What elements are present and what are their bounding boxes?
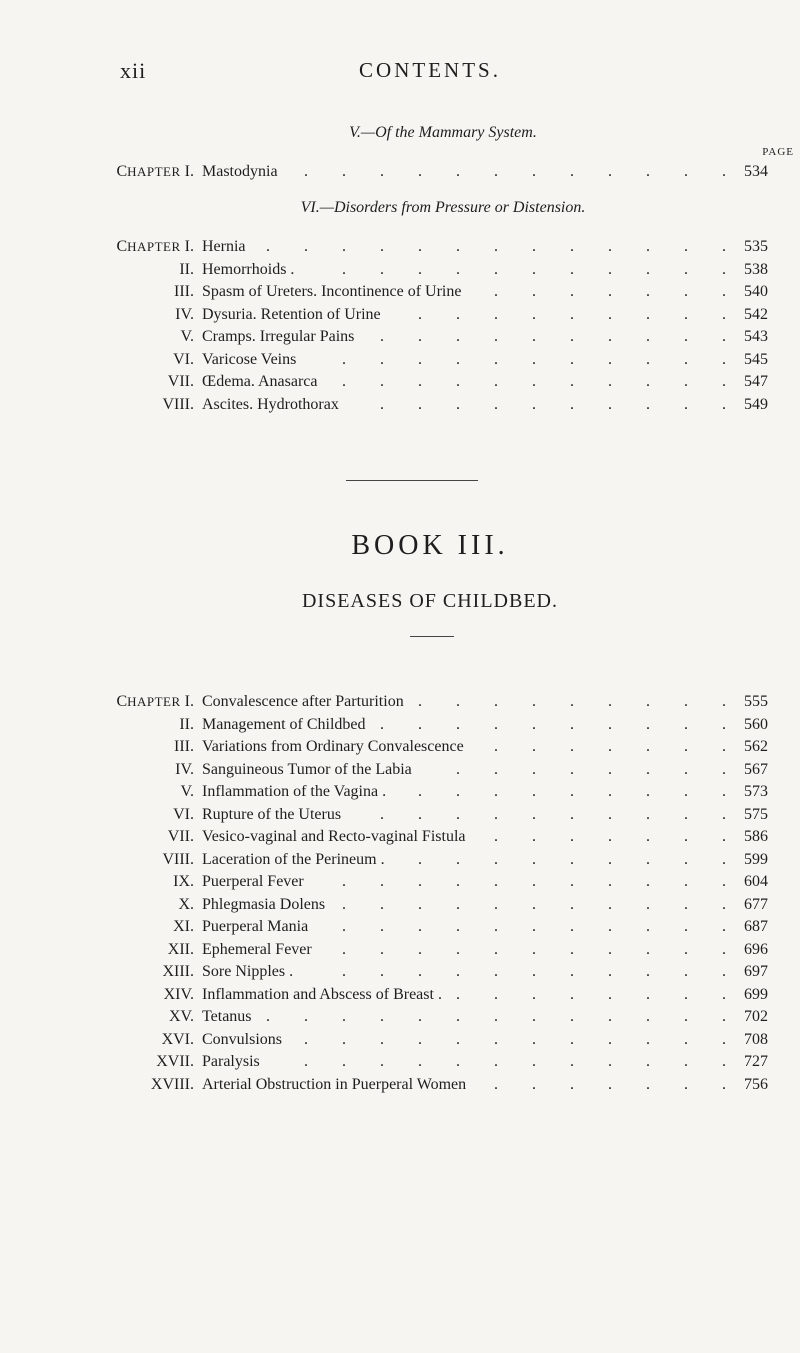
chapter-title: Rupture of the Uterus — [202, 805, 342, 823]
chapter-number: XIV. — [163, 985, 194, 1003]
page-reference: 535 — [744, 238, 768, 255]
page-reference: 562 — [744, 738, 768, 755]
chapter-number: CHAPTER I. — [116, 693, 194, 710]
chapter-number: IV. — [175, 760, 194, 778]
toc-entry: VII. Œdema. Anasarca . . . . . . . . . . . 547 — [167, 373, 768, 390]
book-subtitle: DISEASES OF CHILDBED. — [301, 590, 559, 612]
toc-entry: II. Management of Childbed . . . . . . . . . . 560 — [179, 715, 768, 733]
page-reference: 549 — [744, 395, 768, 413]
chapter-number: VIII. — [162, 850, 194, 868]
page-reference: 538 — [744, 260, 768, 278]
chapter-number: XI. — [173, 918, 194, 935]
toc-entry: XI. Puerperal Mania . . . . . . . . . . . 687 — [173, 918, 768, 935]
toc-entry: XVI. Convulsions . . . . . . . . . . . . 708 — [161, 1030, 768, 1048]
page-reference: 547 — [744, 373, 768, 390]
chapter-number: V. — [180, 783, 194, 800]
chapter-number: XVIII. — [150, 1075, 194, 1093]
page-column-label: PAGE — [762, 146, 794, 158]
chapter-title: Vesico-vaginal and Recto-vaginal Fistula — [202, 828, 466, 845]
page-reference: 540 — [744, 283, 768, 300]
chapter-title: Paralysis — [202, 1053, 260, 1070]
toc-entry: V. Inflammation of the Vagina . . . . . . . . . . 573 — [180, 783, 768, 800]
chapter-title: Puerperal Mania — [202, 918, 309, 935]
page-reference: 708 — [744, 1030, 768, 1048]
chapter-title: Management of Childbed — [202, 715, 366, 733]
running-head: CONTENTS. — [359, 58, 501, 82]
toc-entry: VIII. Ascites. Hydrothorax . . . . . . . . . . 549 — [162, 395, 768, 413]
page-reference: 543 — [744, 328, 768, 345]
section-heading-mammary: V.—Of the Mammary System. — [349, 124, 537, 141]
chapter-number: IV. — [175, 305, 194, 323]
section-heading-pressure: VI.—Disorders from Pressure or Distension. — [300, 199, 586, 216]
chapter-number: XIII. — [162, 963, 194, 980]
page-number: xii — [120, 58, 147, 83]
chapter-title: Ascites. Hydrothorax — [202, 395, 339, 413]
chapter-number: XVI. — [161, 1030, 194, 1048]
chapter-title: Œdema. Anasarca — [202, 373, 318, 390]
toc-entry: XV. Tetanus . . . . . . . . . . . . . 702 — [168, 1008, 768, 1025]
chapter-title: Laceration of the Perineum . — [202, 850, 385, 868]
chapter-number: IX. — [173, 873, 194, 890]
short-rule — [410, 636, 454, 637]
chapter-number: VI. — [173, 350, 194, 368]
page-reference: 542 — [744, 305, 768, 323]
chapter-number: XII. — [167, 940, 194, 958]
chapter-title: Spasm of Ureters. Incontinence of Urine — [202, 283, 462, 300]
chapter-title: Inflammation and Abscess of Breast . — [202, 985, 442, 1003]
toc-entry: VII. Vesico-vaginal and Recto-vaginal Fistula . . . . . . . 586 — [167, 828, 768, 845]
page-reference: 702 — [744, 1008, 768, 1025]
chapter-number: XV. — [168, 1008, 194, 1025]
page-reference: 697 — [744, 963, 768, 980]
page-reference: 534 — [744, 163, 768, 180]
toc-entry: X. Phlegmasia Dolens . . . . . . . . . . . 677 — [178, 895, 768, 913]
chapter-title: Sanguineous Tumor of the Labia — [202, 760, 412, 778]
toc-entry: VI. Rupture of the Uterus . . . . . . . . . . 575 — [173, 805, 768, 823]
toc-entry: V. Cramps. Irregular Pains . . . . . . . . . . 543 — [180, 328, 768, 345]
book-title: BOOK III. — [351, 530, 509, 561]
chapter-title: Varicose Veins — [202, 350, 297, 368]
page-reference: 560 — [744, 715, 768, 733]
toc-entry: XII. Ephemeral Fever . . . . . . . . . . . 696 — [167, 940, 768, 958]
chapter-title: Tetanus — [202, 1008, 252, 1025]
toc-entry: CHAPTER I. Convalescence after Parturition . . . . . . . . . 555 — [116, 693, 768, 710]
chapter-title: Cramps. Irregular Pains — [202, 328, 355, 345]
chapter-number: VII. — [167, 828, 194, 845]
toc-entry: CHAPTER I. Hernia . . . . . . . . . . . . . 535 — [116, 238, 768, 255]
toc-entry: IV. Sanguineous Tumor of the Labia . . . . . . . . 567 — [175, 760, 768, 778]
page-reference: 586 — [744, 828, 768, 845]
chapter-title: Phlegmasia Dolens — [202, 895, 326, 913]
chapter-title: Sore Nipples . — [202, 963, 294, 980]
toc-entry: III. Spasm of Ureters. Incontinence of Urine . . . . . . . 540 — [174, 283, 768, 300]
chapter-number: XVII. — [156, 1053, 194, 1070]
toc-entry: XIII. Sore Nipples . . . . . . . . . . . . 697 — [162, 963, 768, 980]
chapter-title: Inflammation of the Vagina . — [202, 783, 387, 800]
chapter-number: VII. — [167, 373, 194, 390]
chapter-number: II. — [179, 260, 194, 278]
toc-entry: XVII. Paralysis . . . . . . . . . . . . 727 — [156, 1053, 768, 1070]
chapter-number: II. — [179, 715, 194, 733]
toc-entry: XVIII. Arterial Obstruction in Puerperal Women . . . . . . . 756 — [150, 1075, 768, 1093]
chapter-title: Hernia — [202, 238, 246, 255]
chapter-title: Ephemeral Fever — [202, 940, 312, 958]
page-reference: 545 — [744, 350, 768, 368]
chapter-title: Convulsions — [202, 1030, 283, 1048]
toc-entry: IX. Puerperal Fever . . . . . . . . . . . 604 — [173, 873, 768, 890]
chapter-number: CHAPTER I. — [116, 238, 194, 255]
chapter-title: Dysuria. Retention of Urine — [202, 305, 381, 323]
page-reference: 599 — [744, 850, 768, 868]
chapter-title: Mastodynia — [202, 163, 278, 180]
toc-entry: II. Hemorrhoids . . . . . . . . . . . . 538 — [179, 260, 768, 278]
toc-entry: XIV. Inflammation and Abscess of Breast . . . . . . . . . 699 — [163, 985, 768, 1003]
page-reference: 567 — [744, 760, 768, 778]
chapter-title: Convalescence after Parturition — [202, 693, 404, 710]
chapter-number: III. — [174, 738, 194, 755]
chapter-number: VIII. — [162, 395, 194, 413]
page-reference: 696 — [744, 940, 768, 958]
chapter-number: X. — [178, 895, 194, 913]
page-reference: 756 — [744, 1075, 768, 1093]
page-reference: 687 — [744, 918, 768, 935]
divider-rule — [346, 480, 478, 481]
toc-entry: VIII. Laceration of the Perineum . . . . . . . . . . 599 — [162, 850, 768, 868]
chapter-title: Arterial Obstruction in Puerperal Women — [202, 1075, 467, 1093]
page-reference: 727 — [744, 1053, 768, 1070]
toc-entry: III. Variations from Ordinary Convalescence . . . . . . . 562 — [174, 738, 768, 755]
page-reference: 573 — [744, 783, 768, 800]
chapter-title: Puerperal Fever — [202, 873, 304, 890]
toc-entry: VI. Varicose Veins . . . . . . . . . . . 545 — [173, 350, 768, 368]
chapter-number: III. — [174, 283, 194, 300]
page-reference: 604 — [744, 873, 768, 890]
page-header — [0, 58, 800, 82]
chapter-number: CHAPTER I. — [116, 163, 194, 180]
page-reference: 575 — [744, 805, 768, 823]
toc-entry: CHAPTER I. Mastodynia . . . . . . . . . . . . 534 — [116, 163, 768, 180]
chapter-title: Variations from Ordinary Convalescence — [202, 738, 464, 755]
chapter-number: VI. — [173, 805, 194, 823]
toc-entry: IV. Dysuria. Retention of Urine . . . . . . . . . 542 — [175, 305, 768, 323]
chapter-number: V. — [180, 328, 194, 345]
page-reference: 677 — [744, 895, 768, 913]
page-reference: 699 — [744, 985, 768, 1003]
chapter-title: Hemorrhoids . — [202, 260, 295, 278]
page-reference: 555 — [744, 693, 768, 710]
